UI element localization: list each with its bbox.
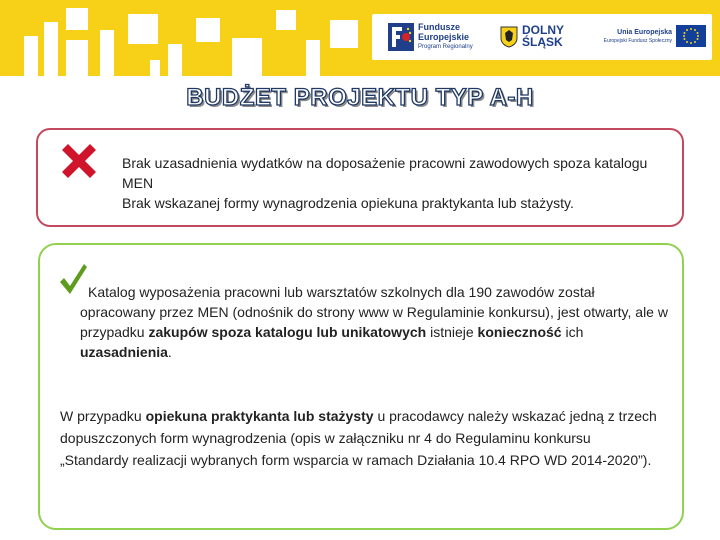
decorative-block [100, 30, 114, 76]
unia-europejska-text [602, 28, 672, 46]
page-title: BUDŻET PROJEKTU TYP A-H [186, 84, 534, 111]
catalog-paragraph [80, 282, 670, 362]
decorative-block [24, 36, 38, 76]
decorative-block [66, 8, 88, 30]
eu-subtitle: Europejski Fundusz Społeczny [603, 38, 672, 44]
negative-line-1: Brak uzasadnienia wydatków na doposażenie pracowni zawodowych spoza katalogu MEN [122, 155, 648, 191]
negative-findings-text [122, 153, 682, 213]
fe-title: Fundusze Europejskie [418, 22, 470, 42]
logo-strip [372, 14, 712, 60]
decorative-block [276, 10, 296, 30]
catalog-text-f: uzasadnienia [80, 344, 168, 360]
decorative-block [44, 22, 58, 76]
eu-flag-icon [676, 25, 706, 47]
fundusze-europejskie-text [418, 22, 476, 52]
catalog-text-d: konieczność [477, 324, 562, 340]
supervisor-text-a: W przypadku [60, 408, 146, 424]
red-x-icon [56, 138, 102, 184]
decorative-block [150, 60, 160, 76]
decorative-block [306, 40, 320, 76]
fundusze-europejskie-logo-icon [388, 23, 414, 51]
decorative-block [232, 38, 262, 76]
decorative-block [196, 18, 220, 42]
ds-line1: DOLNY [522, 23, 564, 37]
decorative-block [168, 44, 182, 76]
eu-title: Unia Europejska [617, 29, 672, 36]
catalog-text-c: istnieje [426, 324, 478, 340]
decorative-block [128, 14, 158, 44]
supervisor-text-b: opiekuna praktykanta lub stażysty [145, 408, 374, 424]
decorative-block [66, 40, 88, 76]
catalog-text-b: zakupów spoza katalogu lub unikatowych [148, 324, 427, 340]
negative-line-2: Brak wskazanej formy wynagrodzenia opiekuna praktykanta lub stażysty. [122, 195, 574, 211]
dolny-slask-crest-icon [500, 26, 518, 48]
dolny-slask-text [522, 24, 564, 48]
catalog-text-a: Katalog wyposażenia pracowni lub warsztatów szkolnych dla 190 zawodów został opracowany przez MEN (odnośnik do strony www w Regulaminie konkursu), jest otwarty, ale w przypadku [80, 284, 668, 340]
header-banner [0, 0, 720, 76]
fe-subtitle: Program Regionalny [418, 44, 473, 50]
supervisor-text-c: u pracodawcy należy wskazać jedną z trzech dopuszczonych form wynagrodzenia (opis w załączniku nr 4 do Regulaminu konkursu „Standardy realizacji wybranych form wsparcia w ramach Działania 10.4 RPO WD 2014-2020”). [60, 408, 657, 468]
catalog-text-g: . [167, 344, 172, 360]
decorative-block [330, 20, 358, 48]
supervisor-paragraph [60, 405, 660, 471]
ds-line2: ŚLĄSK [522, 35, 563, 49]
catalog-text-e: ich [561, 324, 584, 340]
